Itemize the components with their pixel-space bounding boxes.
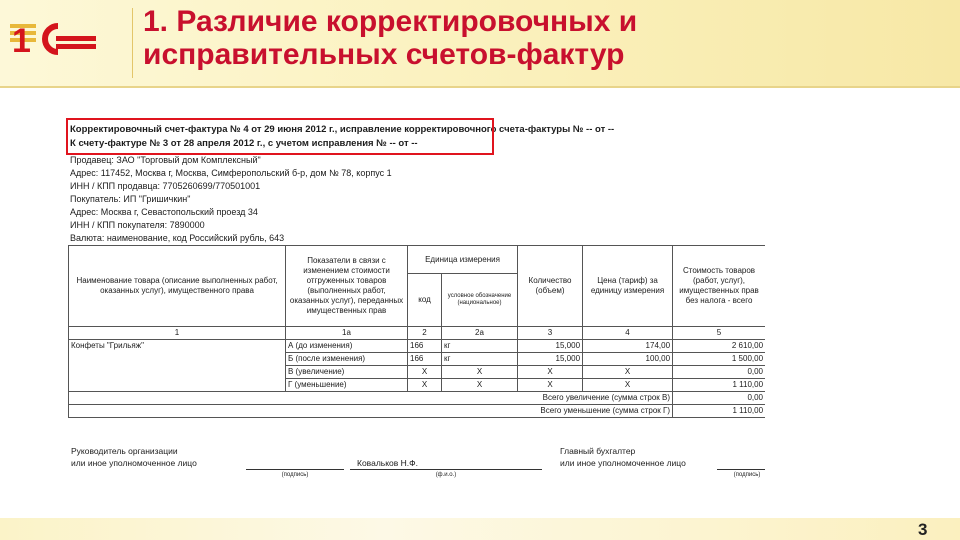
total-increase-row	[69, 392, 766, 405]
accountant-signature-label	[560, 445, 686, 469]
buyer-address: Адрес: Москва г, Севастопольский проезд 34	[70, 207, 258, 217]
row-price: Х	[583, 379, 673, 392]
header-cost: Стоимость товаров (работ, услуг), имущественных прав без налога - всего	[673, 246, 765, 327]
header-name: Наименование товара (описание выполненных работ, оказанных услуг), имущественного права	[69, 246, 286, 327]
accountant-label-line-1: Главный бухгалтер	[560, 446, 636, 456]
svg-text:1: 1	[12, 22, 31, 60]
colnum-5: 5	[673, 327, 765, 340]
colnum-2: 2	[408, 327, 442, 340]
row-unit: Х	[442, 366, 518, 379]
header-indicators: Показатели в связи с изменением стоимости отгруженных товаров (выполненных работ, оказанных услуг), переданных имущественных прав	[286, 246, 408, 327]
head-signature-line	[246, 469, 344, 470]
total-increase-value: 0,00	[673, 392, 765, 405]
row-code: 166	[408, 340, 442, 353]
row-cost: 0,00	[673, 366, 765, 379]
row-unit: Х	[442, 379, 518, 392]
accountant-signature-line	[717, 469, 765, 470]
head-signature-label	[71, 445, 197, 469]
row-qty: 15,000	[518, 340, 583, 353]
row-code: Х	[408, 379, 442, 392]
colnum-1: 1	[69, 327, 286, 340]
highlight-box	[66, 118, 494, 155]
accountant-signature-caption: (подпись)	[733, 472, 761, 478]
buyer: Покупатель: ИП "Гришичкин"	[70, 194, 191, 204]
header-unit-symbol: условное обозначение (национальное)	[442, 274, 518, 327]
slide-title-line-1: 1. Различие корректировочных и	[143, 5, 638, 38]
row-label: А (до изменения)	[286, 340, 408, 353]
row-label: Б (после изменения)	[286, 353, 408, 366]
row-qty: Х	[518, 366, 583, 379]
total-decrease-label: Всего уменьшение (сумма строк Г)	[69, 405, 673, 418]
head-name-caption: (ф.и.о.)	[435, 472, 457, 478]
invoice-heading: Корректировочный счет-фактура № 4 от 29 июня 2012 г., исправление корректировочного счета-фактуры № -- от --	[70, 124, 615, 135]
seller: Продавец: ЗАО "Торговый дом Комплексный"	[70, 155, 261, 165]
total-increase-label: Всего увеличение (сумма строк В)	[69, 392, 673, 405]
head-label-line-2: или иное уполномоченное лицо	[71, 458, 197, 468]
row-qty: Х	[518, 379, 583, 392]
accountant-label-line-2: или иное уполномоченное лицо	[560, 458, 686, 468]
total-decrease-row	[69, 405, 766, 418]
slide-title-line-2: исправительных счетов-фактур	[143, 38, 625, 71]
header-unit-code: код	[408, 274, 442, 327]
header-price: Цена (тариф) за единицу измерения	[583, 246, 673, 327]
total-decrease-value: 1 110,00	[673, 405, 765, 418]
row-code: 166	[408, 353, 442, 366]
1c-logo	[10, 14, 100, 62]
head-signature-caption: (подпись)	[281, 472, 309, 478]
invoice-reference: К счету-фактуре № 3 от 28 апреля 2012 г., с учетом исправления № -- от --	[70, 138, 418, 149]
currency: Валюта: наименование, код Российский рубль, 643	[70, 233, 285, 243]
row-unit: кг	[442, 340, 518, 353]
buyer-inn: ИНН / КПП покупателя: 7890000	[70, 220, 205, 230]
row-cost: 1 500,00	[673, 353, 765, 366]
seller-address: Адрес: 117452, Москва г, Москва, Симферопольский б-р, дом № 78, корпус 1	[70, 168, 392, 178]
row-cost: 2 610,00	[673, 340, 765, 353]
header-divider	[0, 86, 960, 88]
footer-band	[0, 518, 960, 540]
invoice-document	[60, 118, 765, 493]
row-cost: 1 110,00	[673, 379, 765, 392]
header-quantity: Количество (объем)	[518, 246, 583, 327]
row-label: В (увеличение)	[286, 366, 408, 379]
colnum-1a: 1а	[286, 327, 408, 340]
slide-title	[143, 5, 943, 71]
head-name: Ковальков Н.Ф.	[357, 458, 418, 468]
row-unit: кг	[442, 353, 518, 366]
colnum-3: 3	[518, 327, 583, 340]
colnum-4: 4	[583, 327, 673, 340]
row-qty: 15,000	[518, 353, 583, 366]
head-label-line-1: Руководитель организации	[71, 446, 178, 456]
page-number: 3	[918, 520, 928, 539]
row-price: Х	[583, 366, 673, 379]
seller-inn: ИНН / КПП продавца: 7705260699/770501001	[70, 181, 261, 191]
row-price: 100,00	[583, 353, 673, 366]
row-code: Х	[408, 366, 442, 379]
table-row	[69, 340, 766, 353]
invoice-table	[68, 245, 765, 418]
header-unit: Единица измерения	[408, 246, 518, 274]
row-label: Г (уменьшение)	[286, 379, 408, 392]
colnum-2a: 2а	[442, 327, 518, 340]
header-separator	[132, 8, 133, 78]
head-name-line	[350, 469, 542, 470]
item-name: Конфеты "Грильяж"	[69, 340, 286, 392]
row-price: 174,00	[583, 340, 673, 353]
